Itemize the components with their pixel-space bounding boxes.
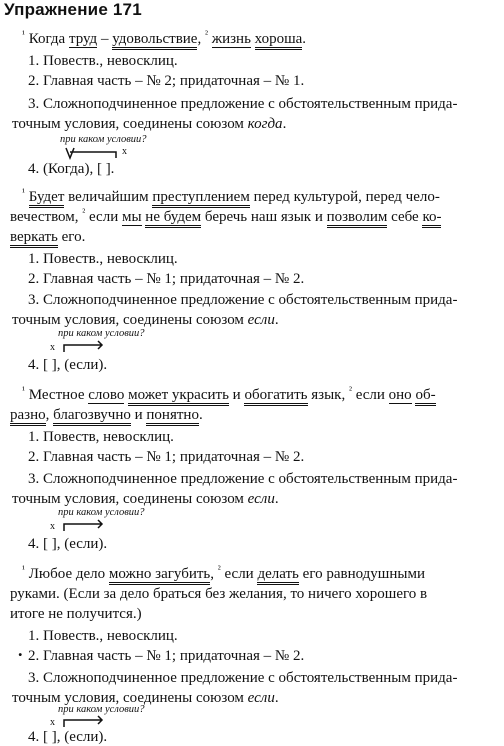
analysis-item-1: 1. Повеств., невосклиц. <box>28 628 178 644</box>
sentence-text: величайшим <box>64 189 153 205</box>
predicate-word: позволим <box>327 209 388 228</box>
item-text: . <box>274 491 279 507</box>
sentence-2: руками. (Если за дело браться без желания, то ничего хорошего в <box>10 586 428 602</box>
sentence-number: ² <box>204 29 208 40</box>
sentence-text: перед культурой, перед чело- <box>249 189 440 205</box>
item-text: точным условия, соединены союзом <box>12 491 248 507</box>
sentence-number: ² <box>348 385 352 396</box>
sentence-text: беречь наш язык и <box>201 209 327 225</box>
analysis-item-3-cont <box>12 115 286 133</box>
conjunction: если <box>247 491 275 507</box>
question-hint: при каком условии? <box>58 507 145 518</box>
scheme: 4. [ ], (если). <box>28 729 108 745</box>
conjunction: когда <box>247 116 283 132</box>
predicate-word: веркать <box>10 229 58 248</box>
sentence-number: ¹ <box>22 187 25 198</box>
sentence-text: язык, <box>307 387 349 403</box>
item-text: точным условия, соединены союзом <box>12 690 248 706</box>
sentence-text: его. <box>57 229 86 245</box>
sentence-text: Любое дело <box>25 566 109 582</box>
predicate-word: ко- <box>422 209 441 228</box>
analysis-item-2: 2. Главная часть – № 1; придаточная – № 2. <box>28 648 305 664</box>
analysis-item-3: 3. Сложноподчиненное предложение с обстоятельственным прида- <box>28 96 458 112</box>
x-mark: x <box>122 146 127 157</box>
predicate-word: разно <box>10 407 46 426</box>
analysis-item-1: 1. Повеств., невосклиц. <box>28 251 178 267</box>
sentence-number: ¹ <box>22 29 25 40</box>
question-hint: при каком условии? <box>60 134 147 145</box>
sentence-text: , <box>210 566 218 582</box>
predicate-word: удовольствие <box>112 31 197 50</box>
analysis-item-1: 1. Повеств., невосклиц. <box>28 53 178 69</box>
scheme: 4. [ ], (если). <box>28 536 108 552</box>
analysis-item-3-cont <box>12 689 279 707</box>
sentence-2 <box>10 406 203 424</box>
predicate-word: преступлением <box>152 189 249 208</box>
predicate-word: понятно <box>146 407 199 426</box>
sentence-text: если <box>220 566 258 582</box>
subject-word: труд <box>68 31 98 47</box>
sentence-3 <box>10 228 85 246</box>
subject-word: слово <box>88 387 125 403</box>
sentence-number: ¹ <box>22 564 25 575</box>
sentence-text: . <box>302 31 307 47</box>
sentence-1 <box>22 386 436 404</box>
sentence-text: , <box>197 31 205 47</box>
sentence-3: итоге не получится.) <box>10 606 142 622</box>
sentence-text: вечеством, <box>10 209 83 225</box>
question-hint: при каком условии? <box>58 328 145 339</box>
sentence-text: Местное <box>25 387 89 403</box>
item-text: . <box>274 690 279 706</box>
predicate-word: об- <box>415 387 435 406</box>
predicate-word: делать <box>257 566 298 585</box>
question-hint: при каком условии? <box>58 704 145 715</box>
subject-word: жизнь <box>211 31 251 47</box>
conjunction: если <box>247 312 275 328</box>
predicate-word: Будет <box>29 189 65 208</box>
item-text: . <box>274 312 279 328</box>
sentence-text: – <box>97 31 113 47</box>
item-text: точным условия, соединены союзом <box>12 116 248 132</box>
predicate-word: можно загубить <box>109 566 210 585</box>
sentence-number: ¹ <box>22 385 25 396</box>
sentence-text: и <box>130 407 147 423</box>
sentence-text: если <box>351 387 389 403</box>
scheme: 4. [ ], (если). <box>28 357 108 373</box>
subject-word: мы <box>121 209 142 225</box>
sentence-2 <box>10 208 441 226</box>
item-text: . <box>282 116 287 132</box>
sentence-text: , <box>45 407 54 423</box>
sentence-1 <box>22 565 425 583</box>
analysis-item-2: 2. Главная часть – № 1; придаточная – № 2. <box>28 449 305 465</box>
sentence-1 <box>22 30 306 48</box>
sentence-text: . <box>198 407 203 423</box>
x-mark: x <box>50 717 55 728</box>
sentence-text: его равнодушными <box>298 566 425 582</box>
analysis-item-3: 3. Сложноподчиненное предложение с обстоятельственным прида- <box>28 471 458 487</box>
analysis-item-3: 3. Сложноподчиненное предложение с обстоятельственным прида- <box>28 292 458 308</box>
predicate-word: благозвучно <box>53 407 131 426</box>
arrow-icon <box>62 340 122 354</box>
sentence-number: ² <box>217 564 221 575</box>
stray-mark: . <box>18 640 23 660</box>
analysis-item-3-cont <box>12 311 279 329</box>
analysis-item-2: 2. Главная часть – № 2; придаточная – № 1. <box>28 73 305 89</box>
predicate-word: не будем <box>145 209 201 228</box>
sentence-text: Когда <box>28 31 69 47</box>
arrow-icon <box>62 715 122 729</box>
sentence-text: и <box>228 387 245 403</box>
analysis-item-1: 1. Повеств, невосклиц. <box>28 429 174 445</box>
page-title: Упражнение 171 <box>4 0 142 19</box>
analysis-item-3: 3. Сложноподчиненное предложение с обстоятельственным прида- <box>28 670 458 686</box>
analysis-item-2: 2. Главная часть – № 1; придаточная – № 2. <box>28 271 305 287</box>
predicate-word: обогатить <box>244 387 307 406</box>
analysis-item-3-cont <box>12 490 279 508</box>
predicate-word: может украсить <box>128 387 229 406</box>
x-mark: x <box>50 342 55 353</box>
subject-word: оно <box>388 387 412 403</box>
arrow-icon <box>62 519 122 533</box>
x-mark: x <box>50 521 55 532</box>
scheme: 4. (Когда), [ ]. <box>28 161 115 177</box>
sentence-text: себе <box>387 209 423 225</box>
sentence-1 <box>22 188 440 206</box>
predicate-word: хороша <box>255 31 303 50</box>
sentence-text: если <box>85 209 122 225</box>
sentence-number: ² <box>82 207 86 218</box>
conjunction: если <box>247 690 275 706</box>
item-text: точным условия, соединены союзом <box>12 312 248 328</box>
